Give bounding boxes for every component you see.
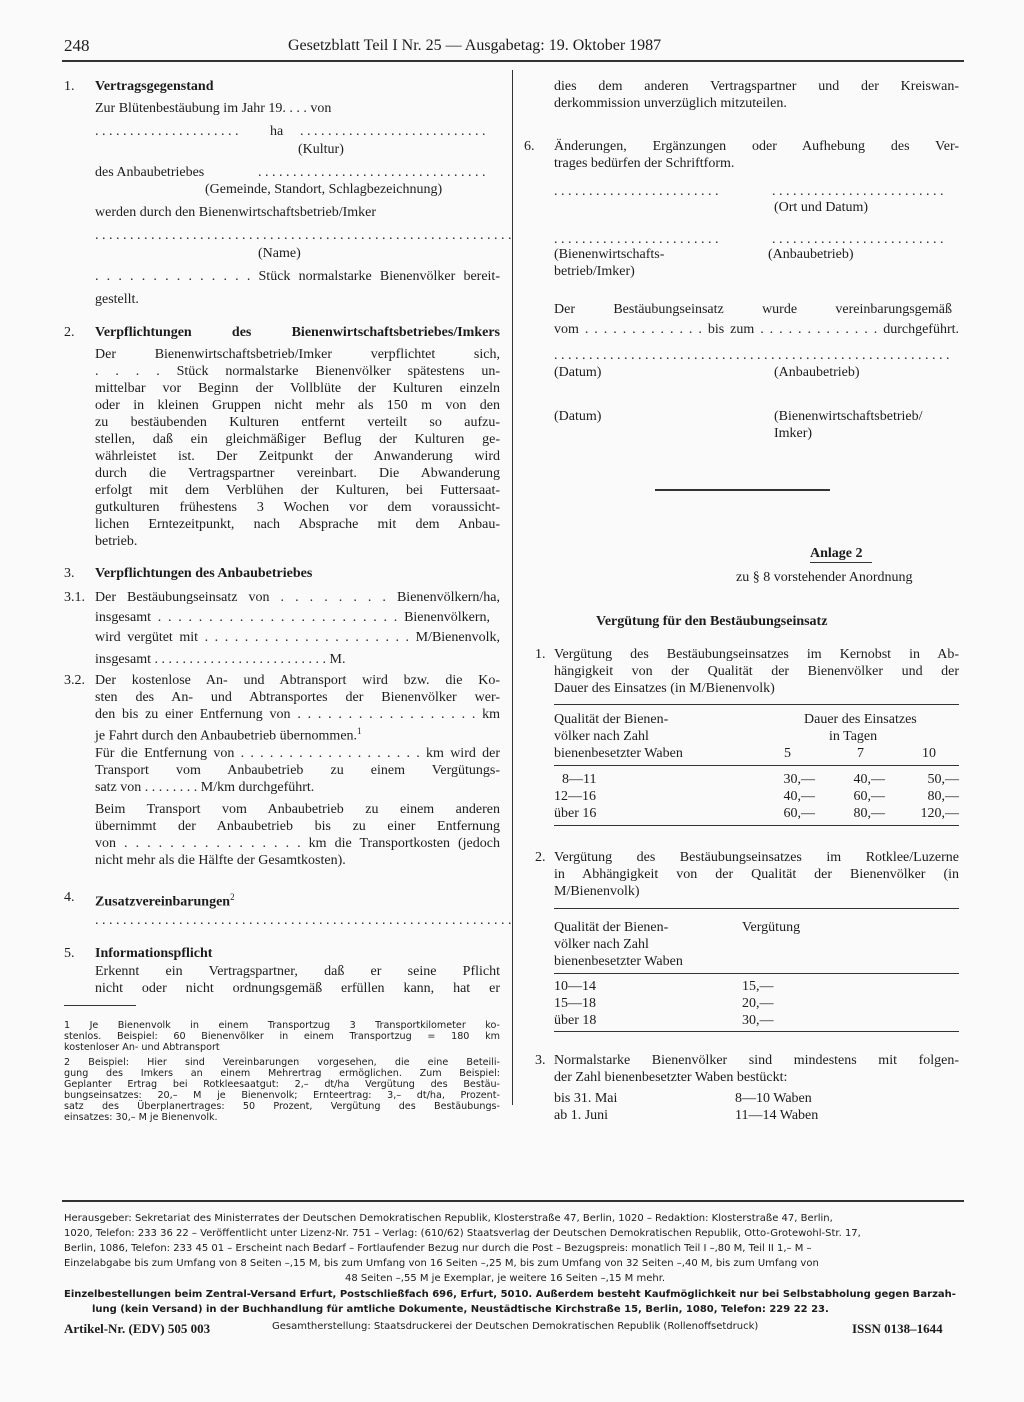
s31-line: Der Bestäubungseinsatz von . . . . . . . . Bienenvölkern/ha, [95,590,500,605]
impressum-bold-line: lung (kein Versand) in der Buchhandlung für amtliche Dokumente, Neustädtische Kirchstraße 15, Berlin, 1080, Telefon: 229 22 23. [92,1304,829,1315]
p3-row1-value: 8—10 Waben [735,1091,812,1106]
s32-line: Der kostenlose An- und Abtransport wird bzw. die Ko- [95,673,500,688]
table1-bottom-rule [554,825,959,826]
s5-line: nicht oder nicht ordnungsgemäß erfüllen kann, hat er [95,981,500,996]
table2-header-left: bienenbesetzter Waben [554,954,683,969]
s5-line: Erkennt ein Vertragspartner, daß er seine Pflicht [95,964,500,979]
table-cell: 60,— [783,806,815,821]
table-cell: 15,— [742,979,774,994]
sig-datum: (Datum) [554,365,602,380]
table1-header-dauer: Dauer des Einsatzes [804,712,917,727]
table-cell: 20,— [742,996,774,1011]
p3-row2-value: 11—14 Waben [735,1108,819,1123]
sig-imker-2: betrieb/Imker) [554,264,635,279]
footnote-2-line: gung des Imkers an einem Mehrertrag ermöglichen. Zum Beispiel: [64,1068,500,1079]
s31-line: insgesamt . . . . . . . . . . . . . . . . . . . . . . . . Bienenvölkern, [95,610,490,625]
footnote-rule [64,1005,136,1006]
footnote-2-line: Geplanter Ertrag bei Rotkleesaatgut: 2,– dt/ha Vergütung des Bestäu- [64,1079,500,1090]
table-cell: 60,— [853,789,885,804]
table-cell: 120,— [920,806,959,821]
s32-d-line: von . . . . . . . . . . . . . . . . km die Transportkosten (jedoch [95,836,500,851]
footnote-ref-2: 2 [230,892,235,902]
r-cont-line-2: derkommission unverzüglich mitzuteilen. [554,96,787,111]
s1-line-1: Zur Blütenbestäubung im Jahr 19. . . . von [95,101,332,116]
s1-dots-name: . . . . . . . . . . . . . . . . . . . . . . . . . . . . . . . . . . . . . . . . . . . . . . . . . . . . . . . . . . . . [95,228,512,243]
sig-anbau-2: (Anbaubetrieb) [774,365,860,380]
sig-imker-4: Imker) [774,426,813,441]
s32-d-line: übernimmt der Anbaubetrieb bis zu einer Entfernung [95,819,500,834]
s2-line: oder in kleinen Gruppen nicht mehr als 150 m von den [95,398,500,413]
s1-kultur: (Kultur) [298,142,344,157]
s2-line: . . . . Stück normalstarke Bienenvölker spätestens un- [95,364,500,379]
table1-header-left: völker nach Zahl [554,729,649,744]
table2-bottom-rule [554,1031,959,1032]
artikel-nr: Artikel-Nr. (EDV) 505 003 [64,1321,211,1336]
s2-line: gutkulturen frühestens 3 Wochen vor dem voraussicht- [95,500,500,515]
section-6-number: 6. [524,139,535,154]
p3-row1-label: bis 31. Mai [554,1091,618,1106]
p3-line-2: der Zahl bienenbesetzter Waben bestückt: [554,1070,788,1085]
anlage-subtitle: zu § 8 vorstehender Anordnung [736,570,913,585]
p3-line: Normalstarke Bienenvölker sind mindestens mit folgen- [554,1053,959,1068]
verguetung-title: Vergütung für den Bestäubungseinsatz [596,614,828,629]
table1-col-10: 10 [922,746,936,761]
sig-dots-right-2: . . . . . . . . . . . . . . . . . . . . . . . . . [772,232,944,247]
table-cell: 80,— [853,806,885,821]
section-3-number: 3. [64,566,75,581]
table2-header-rule [554,973,959,974]
section-5-number: 5. [64,946,75,961]
s6-line: Änderungen, Ergänzungen oder Aufhebung des Ver- [554,139,959,154]
s32-last-text: je Fahrt durch den Anbaubetrieb übernommen. [95,728,358,744]
footnote-1-line: 1 Je Bienenvolk in einem Transportzug 3 Transportkilometer ko- [64,1020,500,1031]
section-4-number: 4. [64,890,75,905]
section-3-2-number: 3.2. [64,673,85,688]
table-row-label: 15—18 [554,996,596,1011]
s2-line: lichen Erntezeitpunkt, nach Absprache mit dem Anbau- [95,517,500,532]
s32-line: den bis zu einer Entfernung von . . . . . . . . . . . . . . . . . . km [95,707,500,722]
table-row-label: 12—16 [554,789,596,804]
section-5-heading: Informationspflicht [95,946,213,961]
s1-dots-b: . . . . . . . . . . . . . . . . . . . . . . . . . . . [300,124,486,139]
s32-d-line: Beim Transport vom Anbaubetrieb zu einem anderen [95,802,500,817]
p2-line: in Abhängigkeit von der Qualität der Bienenvölker (in [554,867,959,882]
s1-dots-c: . . . . . . . . . . . . . . . . . . . . . . . . . . . . . . . . . [258,165,486,180]
s6-line-2: trages bedürfen der Schriftform. [554,156,735,171]
s4-dots: . . . . . . . . . . . . . . . . . . . . . . . . . . . . . . . . . . . . . . . . . . . . . . . . . . . . . . . . . . . . [95,913,512,928]
table1-header-left: Qualität der Bienen- [554,712,669,727]
r-cont-line: dies dem anderen Vertragspartner und der Kreiswan- [554,79,959,94]
sig-confirm: Der Bestäubungseinsatz wurde vereinbarungsgemäß [554,302,952,317]
impressum-line: 1020, Telefon: 233 36 22 – Veröffentlicht unter Lizenz-Nr. 751 – Verlag: (610/62) Staatsverlag der Deutschen Demokratischen Republik, Otto-Grotewohl-Str. 17, [64,1228,861,1239]
issn: ISSN 0138–1644 [852,1321,943,1336]
section-3-1-number: 3.1. [64,590,85,605]
page-header-title: Gesetzblatt Teil I Nr. 25 — Ausgabetag: 19. Oktober 1987 [288,37,662,54]
s4-heading-text: Zusatzvereinbarungen [95,894,231,910]
gesamtherstellung: Gesamtherstellung: Staatsdruckerei der Deutschen Demokratischen Republik (Rollenoffsetdruck) [272,1321,759,1332]
s1-line-10: gestellt. [95,292,139,307]
table2-header-left: Qualität der Bienen- [554,920,669,935]
table-row-label: 8—11 [562,772,597,787]
sig-imker-3: (Bienenwirtschaftsbetrieb/ [774,409,923,424]
table-cell: 40,— [853,772,885,787]
p1-line: hängigkeit von der Qualität der Bienenvölker und der [554,664,959,679]
header-rule [62,60,964,62]
sig-anbau: (Anbaubetrieb) [768,247,854,262]
section-3-heading: Verpflichtungen des Anbaubetriebes [95,566,313,581]
s1-name: (Name) [258,246,301,261]
impressum-rule [62,1200,964,1202]
table-row-label: 10—14 [554,979,596,994]
s31-line: insgesamt . . . . . . . . . . . . . . . . . . . . . . . . . M. [95,652,346,667]
p3-row2-label: ab 1. Juni [554,1108,609,1123]
impressum-line: Einzelabgabe bis zum Umfang von 8 Seiten –,15 M, bis zum Umfang von 16 Seiten –,25 M, bis zum Umfang von 32 Seiten –,40 M, bis zum Umfang von [64,1258,819,1269]
p3-number: 3. [535,1053,546,1068]
footnote-1-last: kostenloser An- und Abtransport [64,1042,220,1053]
column-divider [512,70,513,1105]
s2-line: währleistet ist. Der Zeitpunkt der Anwanderung wird [95,449,500,464]
table2-top-rule [554,908,959,909]
table-row-label: über 16 [554,806,597,821]
section-4-heading [95,889,235,911]
s2-line: zu bestäubenden Kulturen entfernt verteilt so aufzu- [95,415,500,430]
section-2-heading: Verpflichtungen des Bienenwirtschaftsbetriebes/Imkers [95,325,500,340]
anlage-underline [810,562,872,563]
s1-ha: ha [270,124,284,139]
s1-line-9: . . . . . . . . . . . . . . Stück normalstarke Bienenvölker bereit- [95,269,500,284]
sig-datum-2: (Datum) [554,409,602,424]
impressum-line-center: 48 Seiten –,55 M je Exemplar, je weitere 16 Seiten –,15 M mehr. [345,1273,666,1284]
table-cell: 30,— [783,772,815,787]
table-row-label: über 18 [554,1013,597,1028]
section-rule [655,489,830,491]
s2-line: mittelbar vor Beginn der Vollblüte der Kulturen einzeln [95,381,500,396]
footnote-2-line: satz des Überplanertrages: 50 Prozent, Vergütung des Bestäubungs- [64,1101,500,1112]
section-2-number: 2. [64,325,75,340]
footnote-ref-1: 1 [357,726,362,736]
p2-line-3: M/Bienenvolk) [554,884,640,899]
impressum-line: Berlin, 1086, Telefon: 233 45 01 – Erscheint nach Bedarf – Fortlaufender Bezug nur durch die Post – Bezugspreis: monatlich Teil I –,80 M, Teil II 1,– M – [64,1243,812,1254]
section-1-heading: Vertragsgegenstand [95,79,214,94]
s1-anbau: des Anbaubetriebes [95,165,205,180]
s2-line: durch die Vertragspartner vereinbart. Die Abwanderung [95,466,500,481]
table-cell: 50,— [927,772,959,787]
table1-col-7: 7 [857,746,864,761]
table-cell: 80,— [927,789,959,804]
sig-dots-long: . . . . . . . . . . . . . . . . . . . . . . . . . . . . . . . . . . . . . . . . . . . . . . . . . . . . . . . . . [554,348,950,363]
table1-top-rule [554,704,959,705]
table1-col-5: 5 [784,746,791,761]
p2-line: Vergütung des Bestäubungseinsatzes im Rotklee/Luzerne [554,850,959,865]
table-cell: 40,— [783,789,815,804]
impressum-line: Herausgeber: Sekretariat des Ministerrates der Deutschen Demokratischen Republik, Klosterstraße 47, Berlin, 1020 – Redaktion: Klosterstraße 47, Berlin, [64,1213,833,1224]
s1-gemeinde: (Gemeinde, Standort, Schlagbezeichnung) [205,182,443,197]
sig-ort-datum: (Ort und Datum) [774,200,869,215]
p1-line-3: Dauer des Einsatzes (in M/Bienenvolk) [554,681,775,696]
anlage-title: Anlage 2 [810,546,863,561]
p2-number: 2. [535,850,546,865]
impressum-bold-line: Einzelbestellungen beim Zentral-Versand Erfurt, Postschließfach 696, Erfurt, 5010. Außerdem besteht Kaufmöglichkeit nur bei Selbstabholung gegen Barzah- [64,1289,956,1300]
sig-dots-left-2: . . . . . . . . . . . . . . . . . . . . . . . . [554,232,719,247]
footnote-2-line: bungseinsatzes: 20,– M je Bienenvolk; Ernteertrag: 3,– dt/ha, Prozent- [64,1090,500,1101]
sig-dots-right: . . . . . . . . . . . . . . . . . . . . . . . . . [772,184,944,199]
s2-line-last: betrieb. [95,534,138,549]
s32-line: sten des An- und Abtransportes der Bienenvölker wer- [95,690,500,705]
s32-c-line-last: satz von . . . . . . . . M/km durchgeführt. [95,780,315,795]
table2-header-verguetung: Vergütung [742,920,801,935]
footnote-2-last: einsatzes: 30,– M je Bienenvolk. [64,1112,218,1123]
s1-dots-a: . . . . . . . . . . . . . . . . . . . . . [95,124,239,139]
table1-header-tage: in Tagen [829,729,878,744]
s32-c-line: Für die Entfernung von . . . . . . . . . . . . . . . . . . . km wird der [95,746,500,761]
s2-line: stellen, daß ein gleichmäßiger Beflug der Kulturen ge- [95,432,500,447]
footnote-2-line: 2 Beispiel: Hier sind Vereinbarungen vorgesehen, die eine Beteili- [64,1057,500,1068]
s2-line: erfolgt mit dem Verblühen der Kulturen, bei Futtersaat- [95,483,500,498]
table1-header-left: bienenbesetzter Waben [554,746,683,761]
s2-line: Der Bienenwirtschaftsbetrieb/Imker verpflichtet sich, [95,347,500,362]
sig-imker-1: (Bienenwirtschafts- [554,247,665,262]
p1-line: Vergütung des Bestäubungseinsatzes im Kernobst in Ab- [554,647,959,662]
page-number: 248 [64,36,90,55]
s32-line-last [95,723,362,745]
table1-header-rule [554,765,959,766]
p1-number: 1. [535,647,546,662]
s32-d-line-last: nicht mehr als die Hälfte der Gesamtkosten). [95,853,346,868]
table-cell: 30,— [742,1013,774,1028]
table2-header-left: völker nach Zahl [554,937,649,952]
s32-c-line: Transport vom Anbaubetrieb zu einem Vergütungs- [95,763,500,778]
sig-dots-left: . . . . . . . . . . . . . . . . . . . . . . . . [554,184,719,199]
s1-line-6: werden durch den Bienenwirtschaftsbetrieb/Imker [95,205,377,220]
section-1-number: 1. [64,79,75,94]
footnote-1-line: stenlos. Beispiel: 60 Bienenvölker in einem Transportzug = 180 km [64,1031,500,1042]
sig-vom-bis: vom . . . . . . . . . . . . . bis zum . . . . . . . . . . . . . durchgeführt. [554,322,959,337]
s31-line: wird vergütet mit . . . . . . . . . . . . . . . . . . . . . M/Bienenvolk, [95,630,500,645]
